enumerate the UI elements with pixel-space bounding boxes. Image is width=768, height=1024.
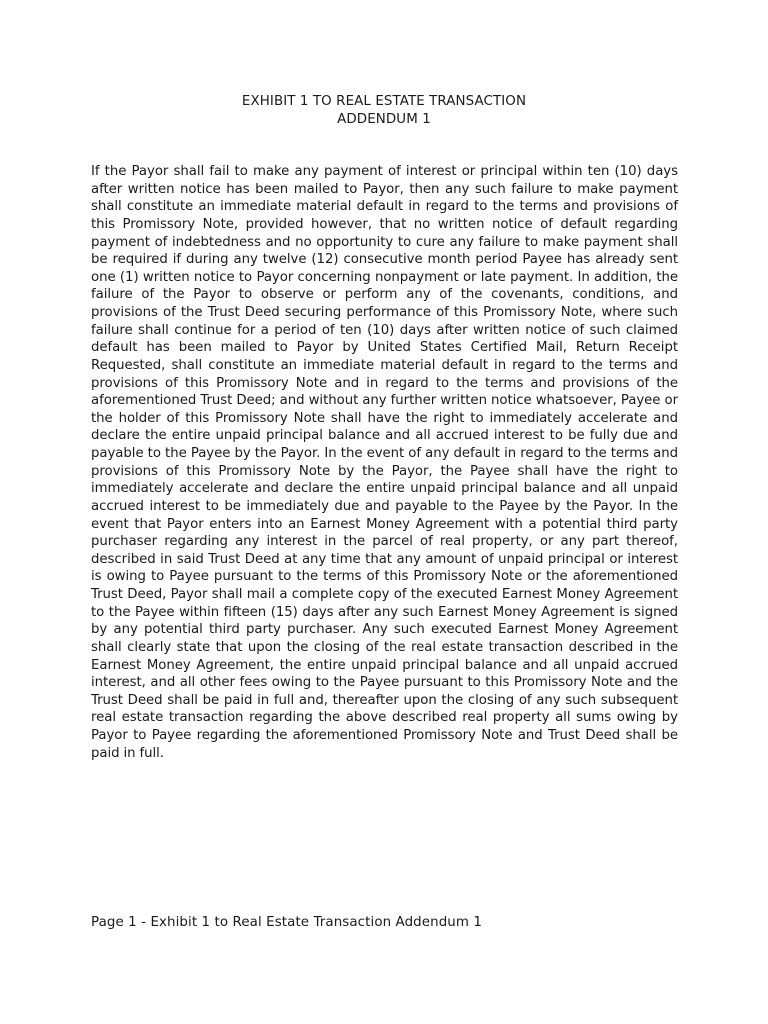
body-paragraph: If the Payor shall fail to make any payment of interest or principal within ten (10) days after written notice has been mailed to Payor, then any such failure to make payment shall constitute an immediate material default in regard to the terms and provisions of this Promissory Note, provided however, that no written notice of default regarding payment of indebtedness and no opportunity to cure any failure to make payment shall be required if during any twelve (12) consecutive month period Payee has already sent one (1) written notice to Payor concerning nonpayment or late payment. In addition, the failure of the Payor to observe or perform any of the covenants, conditions, and provisions of the Trust Deed securing performance of this Promissory Note, where such failure shall continue for a period of ten (10) days after written notice of such claimed default has been mailed to Payor by United States Certified Mail, Return Receipt Requested, shall constitute an immediate material default in regard to the terms and provisions of this Promissory Note and in regard to the terms and provisions of the aforementioned Trust Deed; and without any further written notice whatsoever, Payee or the holder of this Promissory Note shall have the right to immediately accelerate and declare the entire unpaid principal balance and all accrued interest to be fully due and payable to the Payee by the Payor. In the event of any default in regard to the terms and provisions of this Promissory Note by the Payor, the Payee shall have the right to immediately accelerate and declare the entire unpaid principal balance and all unpaid accrued interest to be immediately due and payable to the Payee by the Payor. In the event that Payor enters into an Earnest Money Agreement with a potential third party purchaser regarding any interest in the parcel of real property, or any part thereof, described in said Trust Deed at any time that any amount of unpaid principal or interest is owing to Payee pursuant to the terms of this Promissory Note or the aforementioned Trust Deed, Payor shall mail a complete copy of the executed Earnest Money Agreement to the Payee within fifteen (15) days after any such Earnest Money Agreement is signed by any potential third party purchaser. Any such executed Earnest Money Agreement shall clearly state that upon the closing of the real estate transaction described in the Earnest Money Agreement, the entire unpaid principal balance and all unpaid accrued interest, and all other fees owing to the Payee pursuant to this Promissory Note and the Trust Deed shall be paid in full and, thereafter upon the closing of any such subsequent real estate transaction regarding the above described real property all sums owing by Payor to Payee regarding the aforementioned Promissory Note and Trust Deed shall be paid in full.: [91, 164, 678, 761]
document-title: [0, 93, 768, 129]
title-line-1: EXHIBIT 1 TO REAL ESTATE TRANSACTION: [241, 94, 527, 109]
title-line-2: ADDENDUM 1: [337, 112, 431, 127]
page-footer: Page 1 - Exhibit 1 to Real Estate Transaction Addendum 1: [91, 915, 483, 930]
